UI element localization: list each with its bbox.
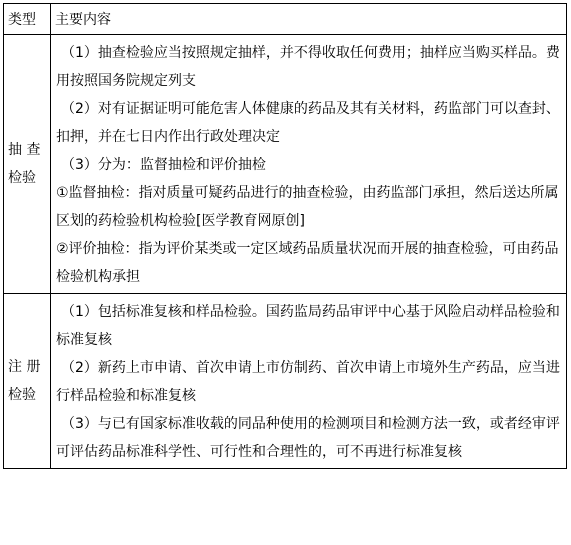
header-row xyxy=(4,4,567,35)
list-item: ②评价抽检：指为评价某类或一定区域药品质量状况而开展的抽查检验，可由药品检验机构承担 xyxy=(56,241,559,285)
list-item: （3）分为：监督抽检和评价抽检 xyxy=(61,157,266,173)
table-row-sampling-inspection xyxy=(4,35,567,294)
list-item: （1）包括标准复核和样品检验。国药监局药品审评中心基于风险启动样品检验和标准复核 xyxy=(56,304,560,348)
content-cell-sampling xyxy=(51,35,567,294)
type-label-line2: 检验 xyxy=(8,387,36,403)
content-table xyxy=(3,3,567,469)
content-cell-registration xyxy=(51,294,567,469)
type-label-line1: 注 册 xyxy=(8,359,41,375)
list-item: （2）对有证据证明可能危害人体健康的药品及其有关材料，药监部门可以查封、扣押，并在七日内作出行政处理决定 xyxy=(56,101,560,145)
list-item: ①监督抽检：指对质量可疑药品进行的抽查检验，由药监部门承担，然后送达所属区划的药检验机构检验[医学教育网原创] xyxy=(56,185,559,229)
type-cell-registration xyxy=(4,294,51,469)
type-label-line1: 抽 查 xyxy=(8,142,41,158)
header-type: 类型 xyxy=(4,4,51,35)
header-content: 主要内容 xyxy=(51,4,567,35)
list-item: （1）抽查检验应当按照规定抽样，并不得收取任何费用；抽样应当购买样品。费用按照国务院规定列支 xyxy=(56,45,560,89)
list-item: （3）与已有国家标准收载的同品种使用的检测项目和检测方法一致，或者经审评可评估药品标准科学性、可行性和合理性的，可不再进行标准复核 xyxy=(56,416,560,460)
list-item: （2）新药上市申请、首次申请上市仿制药、首次申请上市境外生产药品，应当进行样品检验和标准复核 xyxy=(56,360,560,404)
type-label-line2: 检验 xyxy=(8,170,36,186)
table-row-registration-inspection xyxy=(4,294,567,469)
type-cell-sampling xyxy=(4,35,51,294)
